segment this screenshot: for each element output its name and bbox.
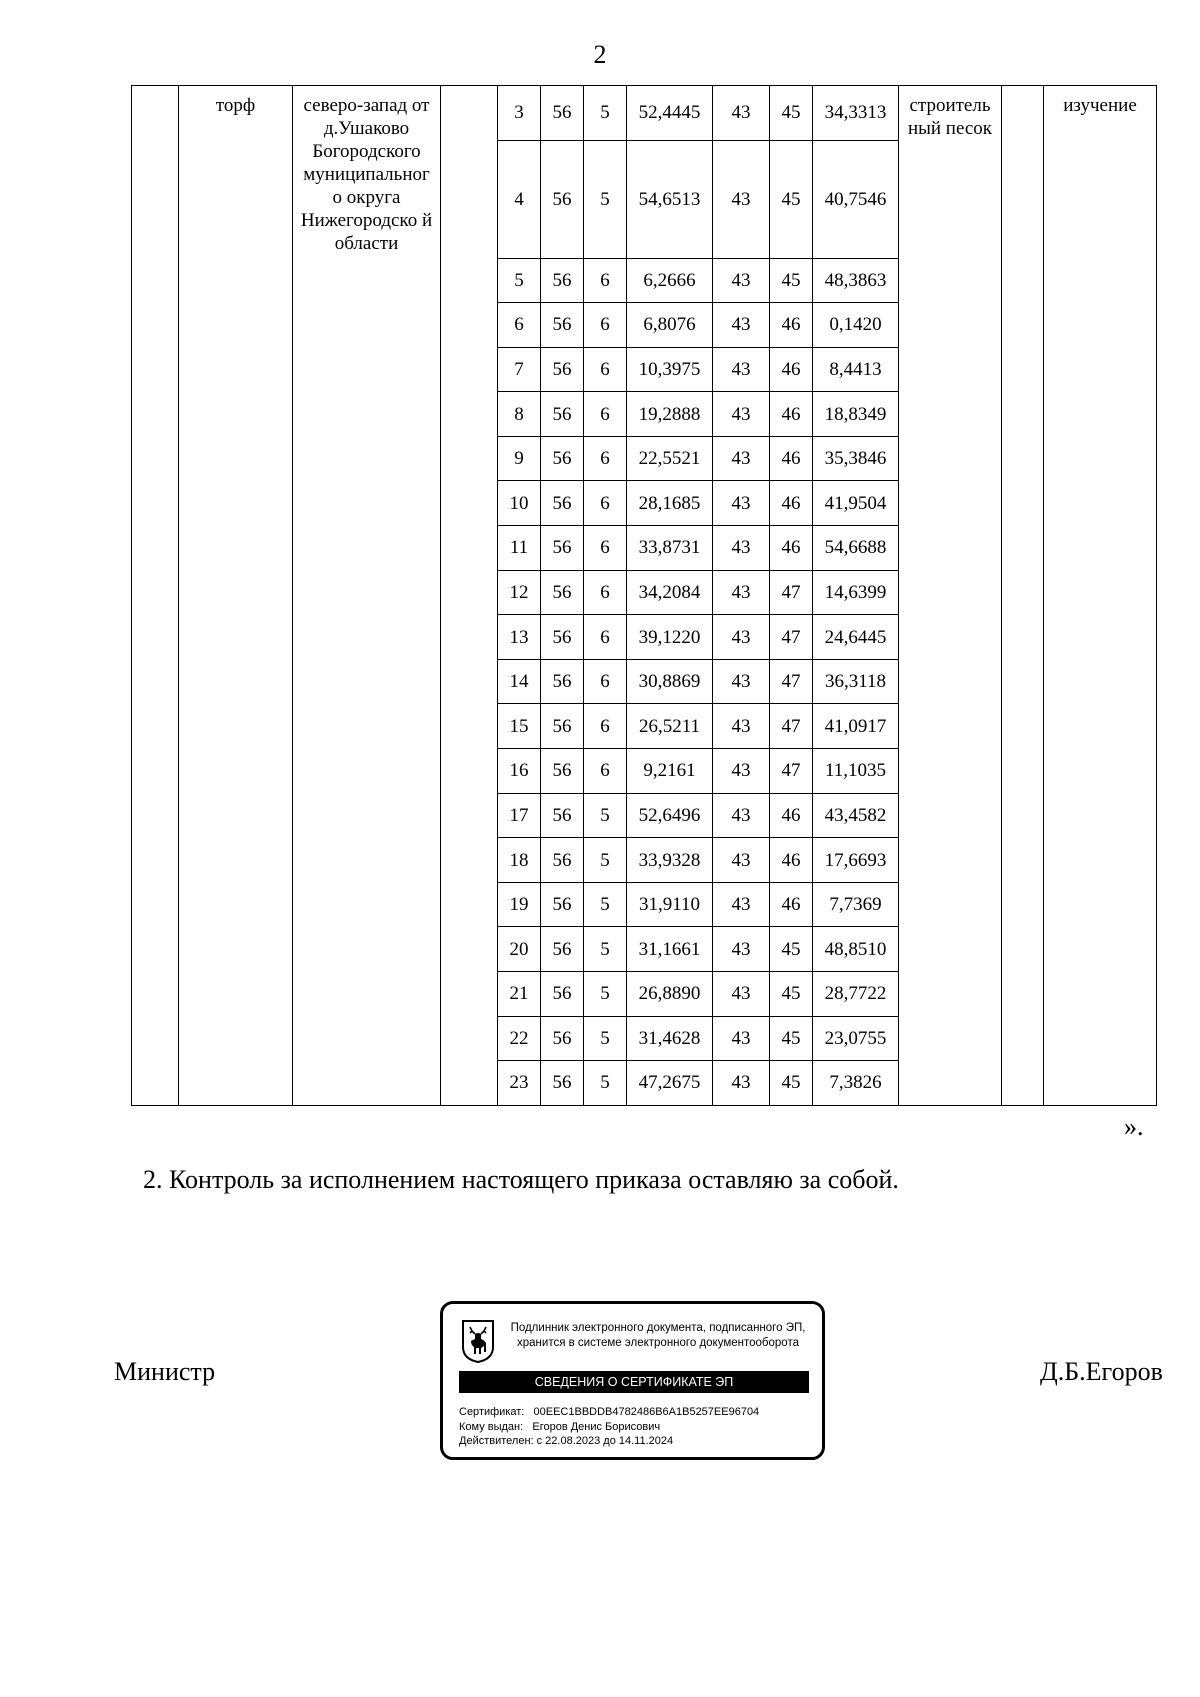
coord-cell: 26,5211 [627,704,713,749]
coord-cell: 52,4445 [627,86,713,141]
coord-cell: 47 [770,659,813,704]
stamp-header [498,1321,818,1351]
coord-cell: 6 [584,570,627,615]
coord-cell: 6 [584,436,627,481]
coord-cell: 30,8869 [627,659,713,704]
coord-cell: 46 [770,882,813,927]
coord-cell: 6 [498,303,541,348]
electronic-signature-stamp [440,1301,825,1460]
coord-cell: 6 [584,481,627,526]
coord-cell: 43 [713,347,770,392]
coord-cell: 7 [498,347,541,392]
coord-cell: 5 [584,86,627,141]
coord-cell: 22,5521 [627,436,713,481]
coord-cell: 43 [713,570,770,615]
coord-cell: 9 [498,436,541,481]
coord-cell: 6 [584,659,627,704]
coord-cell: 43 [713,882,770,927]
coord-cell: 43 [713,1016,770,1061]
coord-cell: 15 [498,704,541,749]
coord-cell: 40,7546 [813,140,899,258]
coord-cell: 4 [498,140,541,258]
coord-cell: 56 [541,615,584,660]
cell-location [293,86,441,1106]
coord-cell: 45 [770,972,813,1017]
coord-cell: 18 [498,838,541,883]
cell-mineral-text: торф [215,95,256,116]
cell-purpose [899,86,1002,141]
coord-cell: 31,4628 [627,1016,713,1061]
cell-type-text: изучение [1063,95,1137,116]
coord-cell: 43 [713,258,770,303]
coord-cell: 56 [541,140,584,258]
coord-cell: 45 [770,258,813,303]
coord-cell: 47 [770,570,813,615]
coord-cell: 14,6399 [813,570,899,615]
coord-cell: 5 [584,793,627,838]
coord-cell: 56 [541,972,584,1017]
coord-cell: 46 [770,481,813,526]
coord-cell: 5 [584,1061,627,1106]
coord-cell: 19 [498,882,541,927]
coord-cell: 8,4413 [813,347,899,392]
coord-cell: 3 [498,86,541,141]
coord-cell: 35,3846 [813,436,899,481]
coord-cell: 6,2666 [627,258,713,303]
coord-cell: 46 [770,838,813,883]
coord-cell: 22 [498,1016,541,1061]
coord-cell: 6 [584,258,627,303]
coord-cell: 56 [541,882,584,927]
coord-cell: 43 [713,436,770,481]
coord-cell: 24,6445 [813,615,899,660]
coord-cell: 56 [541,86,584,141]
cell-empty-2 [441,86,498,1106]
coord-cell: 33,8731 [627,526,713,571]
coord-cell: 56 [541,927,584,972]
coord-cell: 36,3118 [813,659,899,704]
cell-purpose-continued [899,140,1002,1105]
coord-cell: 6 [584,615,627,660]
coord-cell: 56 [541,526,584,571]
coord-cell: 39,1220 [627,615,713,660]
coord-cell: 43,4582 [813,793,899,838]
coord-cell: 34,3313 [813,86,899,141]
coord-cell: 10 [498,481,541,526]
coord-cell: 45 [770,927,813,972]
coord-cell: 26,8890 [627,972,713,1017]
coord-cell: 5 [584,1016,627,1061]
stamp-line-1: Подлинник электронного документа, подписанного ЭП, [510,1322,806,1334]
coord-cell: 45 [770,1061,813,1106]
coord-cell: 46 [770,793,813,838]
coord-cell: 56 [541,749,584,794]
coord-cell: 7,3826 [813,1061,899,1106]
coord-cell: 46 [770,347,813,392]
coord-cell: 56 [541,704,584,749]
coord-cell: 41,9504 [813,481,899,526]
coord-cell: 34,2084 [627,570,713,615]
coord-cell: 43 [713,1061,770,1106]
coord-cell: 5 [584,882,627,927]
closing-quote: ». [1124,1112,1144,1141]
coord-cell: 47 [770,704,813,749]
stamp-certificate-info [459,1405,759,1449]
coord-cell: 46 [770,436,813,481]
certificate-validity: Действителен: с 22.08.2023 до 14.11.2024 [459,1435,674,1447]
coord-cell: 48,3863 [813,258,899,303]
coord-cell: 56 [541,347,584,392]
cell-empty-1 [132,86,179,1106]
coord-cell: 56 [541,659,584,704]
coord-cell: 41,0917 [813,704,899,749]
coord-cell: 5 [498,258,541,303]
coord-cell: 28,1685 [627,481,713,526]
coord-cell: 8 [498,392,541,437]
coord-cell: 43 [713,793,770,838]
certificate-number: Сертификат: 00EEC1BBDDB4782486B6A1B5257EE96704 [459,1406,760,1418]
coord-cell: 46 [770,526,813,571]
coord-cell: 43 [713,140,770,258]
coord-cell: 23,0755 [813,1016,899,1061]
coord-cell: 6 [584,526,627,571]
coord-cell: 23 [498,1061,541,1106]
coord-cell: 56 [541,793,584,838]
coord-cell: 16 [498,749,541,794]
coord-cell: 17,6693 [813,838,899,883]
coord-cell: 20 [498,927,541,972]
coord-cell: 45 [770,1016,813,1061]
coordinates-table [131,85,1157,1106]
coord-cell: 5 [584,140,627,258]
stamp-banner: СВЕДЕНИЯ О СЕРТИФИКАТЕ ЭП [459,1371,809,1393]
coord-cell: 43 [713,303,770,348]
coord-cell: 33,9328 [627,838,713,883]
coord-cell: 31,9110 [627,882,713,927]
coord-cell: 0,1420 [813,303,899,348]
coord-cell: 43 [713,927,770,972]
cell-mineral [179,86,293,1106]
coord-cell: 43 [713,615,770,660]
coord-cell: 10,3975 [627,347,713,392]
coord-cell: 43 [713,704,770,749]
coord-cell: 21 [498,972,541,1017]
coord-cell: 56 [541,1061,584,1106]
coord-cell: 5 [584,927,627,972]
coord-cell: 11,1035 [813,749,899,794]
coord-cell: 31,1661 [627,927,713,972]
coord-cell: 47 [770,615,813,660]
coord-cell: 47,2675 [627,1061,713,1106]
stamp-line-2: хранится в системе электронного документооборота [517,1337,799,1349]
coord-cell: 14 [498,659,541,704]
coord-cell: 52,6496 [627,793,713,838]
coord-cell: 56 [541,838,584,883]
coord-cell: 56 [541,303,584,348]
coord-cell: 6 [584,392,627,437]
coord-cell: 56 [541,436,584,481]
cell-purpose-text: строитель ный песок [907,95,993,139]
coord-cell: 12 [498,570,541,615]
coord-cell: 54,6513 [627,140,713,258]
deer-emblem-icon [461,1319,495,1363]
coord-cell: 6 [584,347,627,392]
coord-cell: 11 [498,526,541,571]
coord-cell: 56 [541,1016,584,1061]
cell-empty-3 [1002,86,1044,1106]
coord-cell: 48,8510 [813,927,899,972]
certificate-owner: Кому выдан: Егоров Денис Борисович [459,1420,661,1433]
signatory-name: Д.Б.Егоров [1040,1357,1163,1386]
coord-cell: 43 [713,659,770,704]
coord-cell: 6 [584,704,627,749]
coord-cell: 19,2888 [627,392,713,437]
coord-cell: 45 [770,86,813,141]
coord-cell: 56 [541,392,584,437]
coord-cell: 43 [713,838,770,883]
coord-cell: 56 [541,481,584,526]
coord-cell: 43 [713,749,770,794]
coord-cell: 18,8349 [813,392,899,437]
coord-cell: 45 [770,140,813,258]
coord-cell: 7,7369 [813,882,899,927]
coord-cell: 56 [541,258,584,303]
coord-cell: 43 [713,972,770,1017]
coord-cell: 43 [713,392,770,437]
coord-cell: 46 [770,303,813,348]
cell-type [1044,86,1157,1106]
coord-cell: 46 [770,392,813,437]
coord-cell: 43 [713,86,770,141]
table-row [132,86,1157,141]
coord-cell: 56 [541,570,584,615]
coord-cell: 43 [713,481,770,526]
cell-location-text: северо-запад от д.Ушаково Богородского муниципальног о округа Нижегородско й области [300,95,433,254]
control-paragraph: 2. Контроль за исполнением настоящего приказа оставляю за собой. [143,1165,899,1194]
coord-cell: 13 [498,615,541,660]
coord-cell: 54,6688 [813,526,899,571]
signatory-title: Министр [114,1357,216,1386]
coord-cell: 6,8076 [627,303,713,348]
coord-cell: 5 [584,838,627,883]
coord-cell: 6 [584,749,627,794]
coord-cell: 47 [770,749,813,794]
coord-cell: 43 [713,526,770,571]
coord-cell: 28,7722 [813,972,899,1017]
coord-cell: 6 [584,303,627,348]
page-number: 2 [593,40,607,69]
coord-cell: 5 [584,972,627,1017]
coord-cell: 9,2161 [627,749,713,794]
coord-cell: 17 [498,793,541,838]
